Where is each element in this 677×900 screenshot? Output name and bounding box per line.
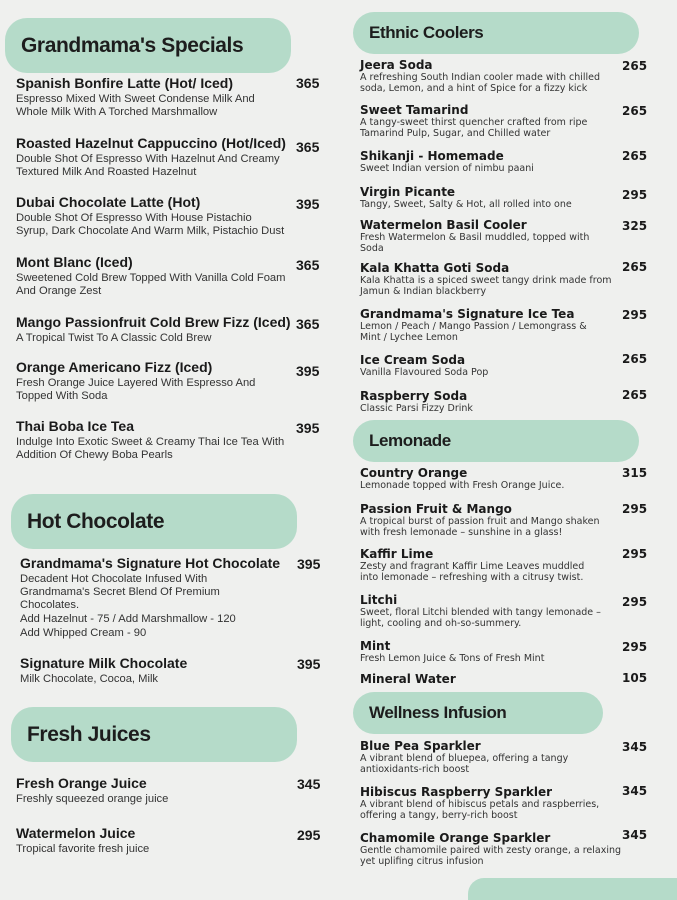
item-name: Watermelon Juice — [16, 825, 136, 841]
menu-item — [16, 135, 286, 179]
item-name: Mint — [360, 639, 391, 653]
menu-item — [360, 502, 610, 538]
menu-item — [16, 359, 286, 403]
item-price: 395 — [296, 196, 320, 212]
item-price: 365 — [296, 139, 320, 155]
section-header-grandmamas-specials — [5, 18, 291, 73]
item-description: Sweet Indian version of nimbu paani — [360, 163, 534, 174]
item-price: 395 — [297, 656, 321, 672]
item-description: Milk Chocolate, Cocoa, Milk — [20, 673, 159, 685]
item-price: 345 — [622, 784, 648, 798]
item-name: Raspberry Soda — [360, 389, 468, 403]
item-description: Classic Parsi Fizzy Drink — [360, 403, 473, 414]
item-description: Indulge Into Exotic Sweet & Creamy Thai Ice Tea With Addition Of Chewy Boba Pearls — [16, 436, 285, 461]
section-header-fresh-juices — [11, 707, 297, 762]
item-price: 295 — [622, 188, 648, 202]
item-price: 295 — [622, 595, 648, 609]
item-price: 295 — [622, 502, 648, 516]
section-header-wellness-infusion — [353, 692, 603, 734]
menu-item — [360, 831, 622, 867]
menu-item — [20, 555, 281, 640]
section-header-hot-chocolate — [11, 494, 297, 549]
section-title: Grandmama's Specials — [21, 33, 244, 57]
item-name: Hibiscus Raspberry Sparkler — [360, 785, 553, 799]
item-description: A tangy-sweet thirst quencher crafted from ripe Tamarind Pulp, Sugar, and Chilled water — [360, 117, 588, 139]
item-price: 345 — [297, 776, 321, 792]
menu-item — [360, 307, 600, 343]
item-name: Ice Cream Soda — [360, 353, 466, 367]
item-name: Grandmama's Signature Hot Chocolate — [20, 555, 281, 571]
item-description: Lemon / Peach / Mango Passion / Lemongrass & Mint / Lychee Lemon — [360, 321, 587, 343]
item-name: Mineral Water — [360, 672, 456, 686]
menu-item — [360, 389, 610, 415]
item-description: A tropical burst of passion fruit and Mango shaken with fresh lemonade – sunshine in a glass! — [360, 516, 600, 538]
item-name: Chamomile Orange Sparkler — [360, 831, 551, 845]
section-header-lemonade — [353, 420, 639, 462]
section-title: Fresh Juices — [27, 722, 151, 746]
item-description: Sweet, floral Litchi blended with tangy lemonade – light, cooling and oh-so-summery. — [360, 607, 601, 629]
section-title: Lemonade — [369, 431, 451, 450]
item-addon: Add Hazelnut - 75 / Add Marshmallow - 120 — [20, 613, 236, 625]
section-title: Wellness Infusion — [369, 703, 507, 722]
section-header-ethnic-coolers — [353, 12, 639, 54]
item-price: 365 — [296, 257, 320, 273]
item-price: 265 — [622, 352, 648, 366]
menu-item — [360, 353, 610, 379]
item-name: Orange Americano Fizz (Iced) — [16, 359, 213, 375]
menu-item — [360, 103, 600, 139]
item-price: 345 — [622, 828, 648, 842]
item-name: Country Orange — [360, 466, 468, 480]
menu-item — [16, 825, 266, 856]
menu-item — [16, 194, 286, 238]
item-name: Mont Blanc (Iced) — [16, 254, 133, 270]
menu-item — [360, 261, 615, 297]
item-name: Shikanji - Homemade — [360, 149, 504, 163]
item-price: 365 — [296, 316, 320, 332]
item-description: Vanilla Flavoured Soda Pop — [360, 367, 489, 378]
item-description: Double Shot Of Espresso With Hazelnut And Creamy Textured Milk And Roasted Hazelnut — [16, 153, 280, 178]
menu-item — [360, 547, 605, 583]
item-description: Fresh Orange Juice Layered With Espresso And Topped With Soda — [16, 377, 256, 402]
menu-item — [360, 739, 600, 775]
item-description: Tropical favorite fresh juice — [16, 843, 150, 855]
item-price: 265 — [622, 149, 648, 163]
item-name: Signature Milk Chocolate — [20, 655, 188, 671]
item-description: Espresso Mixed With Sweet Condense Milk And Whole Milk With A Torched Marshmallow — [16, 93, 255, 118]
item-name: Jeera Soda — [360, 58, 433, 72]
item-name: Watermelon Basil Cooler — [360, 218, 527, 232]
item-description: A Tropical Twist To A Classic Cold Brew — [16, 332, 212, 344]
item-price: 295 — [622, 640, 648, 654]
menu-item — [360, 218, 610, 254]
menu-item — [16, 314, 291, 345]
item-price: 295 — [622, 547, 648, 561]
item-description: Sweetened Cold Brew Topped With Vanilla Cold Foam And Orange Zest — [16, 272, 286, 297]
item-description: Tangy, Sweet, Salty & Hot, all rolled into one — [360, 199, 572, 210]
item-description: Gentle chamomile paired with zesty orange, a relaxing yet uplifing citrus infusion — [360, 845, 622, 867]
item-description: Decadent Hot Chocolate Infused With Grandmama's Secret Blend Of Premium Chocolates. — [20, 573, 220, 611]
item-price: 265 — [622, 260, 648, 274]
menu-item — [16, 418, 286, 462]
item-price: 295 — [622, 308, 648, 322]
item-name: Mango Passionfruit Cold Brew Fizz (Iced) — [16, 314, 291, 330]
menu-item — [16, 775, 266, 806]
menu-item — [20, 655, 270, 686]
menu-item — [360, 639, 610, 665]
item-description: Freshly squeezed orange juice — [16, 793, 169, 805]
item-description: A vibrant blend of bluepea, offering a tangy antioxidants-rich boost — [360, 753, 569, 775]
item-price: 345 — [622, 740, 648, 754]
item-price: 395 — [297, 556, 321, 572]
item-name: Kala Khatta Goti Soda — [360, 261, 510, 275]
item-price: 265 — [622, 104, 648, 118]
item-name: Spanish Bonfire Latte (Hot/ Iced) — [16, 75, 234, 91]
item-addon: Add Whipped Cream - 90 — [20, 627, 147, 639]
item-name: Dubai Chocolate Latte (Hot) — [16, 194, 201, 210]
item-price: 105 — [622, 671, 648, 685]
item-description: Fresh Watermelon & Basil muddled, topped with Soda — [360, 232, 590, 254]
menu-item — [360, 58, 610, 94]
item-price: 265 — [622, 59, 648, 73]
menu-item — [16, 75, 286, 119]
item-price: 325 — [622, 219, 648, 233]
item-description: A refreshing South Indian cooler made with chilled soda, Lemon, and a hint of Spice for a fizzy kick — [360, 72, 601, 94]
item-description: Fresh Lemon Juice & Tons of Fresh Mint — [360, 653, 545, 664]
item-name: Sweet Tamarind — [360, 103, 469, 117]
section-title: Ethnic Coolers — [369, 23, 484, 42]
item-description: Lemonade topped with Fresh Orange Juice. — [360, 480, 565, 491]
menu-item — [360, 785, 610, 821]
menu-item — [16, 254, 286, 298]
item-description: Zesty and fragrant Kaffir Lime Leaves muddled into lemonade – refreshing with a citrusy twist. — [360, 561, 585, 583]
menu-item — [360, 149, 610, 175]
item-price: 265 — [622, 388, 648, 402]
item-name: Virgin Picante — [360, 185, 456, 199]
item-name: Passion Fruit & Mango — [360, 502, 512, 516]
item-description: Double Shot Of Espresso With House Pistachio Syrup, Dark Chocolate And Warm Milk, Pistachio Dust — [16, 212, 285, 237]
item-name: Litchi — [360, 593, 398, 607]
item-name: Fresh Orange Juice — [16, 775, 147, 791]
item-price: 395 — [296, 420, 320, 436]
section-title: Hot Chocolate — [27, 509, 165, 533]
item-name: Grandmama's Signature Ice Tea — [360, 307, 575, 321]
item-price: 395 — [296, 363, 320, 379]
item-description: Kala Khatta is a spiced sweet tangy drink made from Jamun & Indian blackberry — [360, 275, 612, 297]
item-name: Blue Pea Sparkler — [360, 739, 481, 753]
item-price: 295 — [297, 827, 321, 843]
item-price: 315 — [622, 466, 648, 480]
item-name: Thai Boba Ice Tea — [16, 418, 134, 434]
menu-item — [360, 593, 610, 629]
item-name: Roasted Hazelnut Cappuccino (Hot/Iced) — [16, 135, 286, 151]
decorative-footer-bar — [468, 878, 677, 900]
menu-item — [360, 672, 610, 687]
menu-item — [360, 185, 610, 211]
item-name: Kaffir Lime — [360, 547, 434, 561]
item-price: 365 — [296, 75, 320, 91]
item-description: A vibrant blend of hibiscus petals and raspberries, offering a tangy, berry-rich boost — [360, 799, 600, 821]
menu-item — [360, 466, 610, 492]
